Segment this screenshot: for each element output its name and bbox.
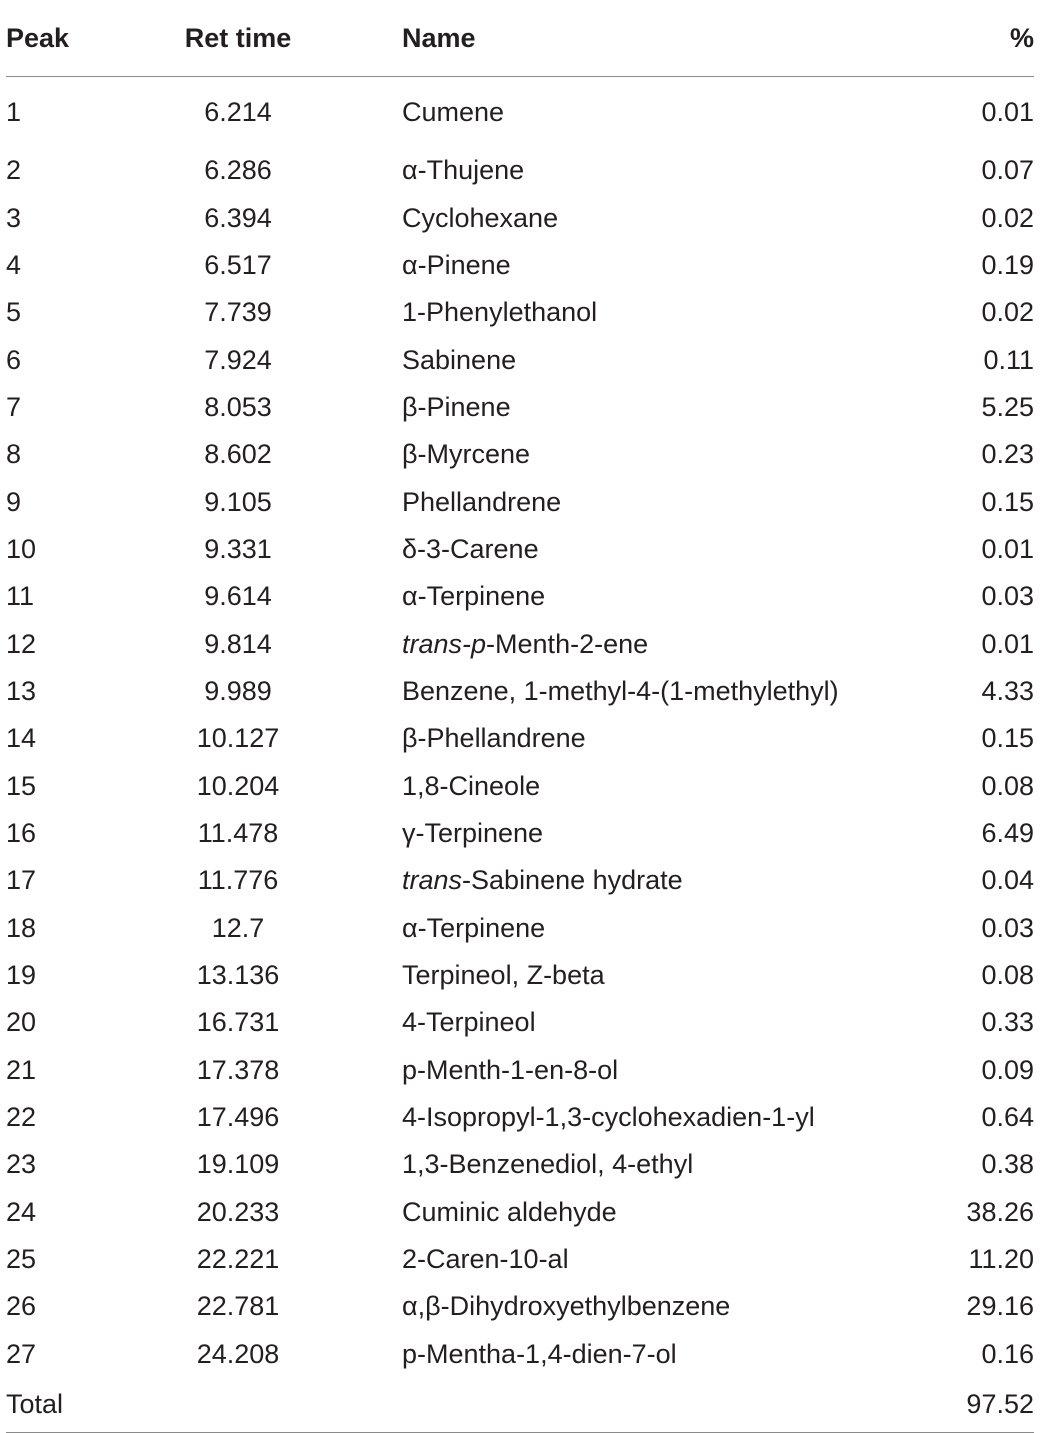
cell-ret-time: 20.233 bbox=[196, 1196, 280, 1227]
cell-percent: 0.04 bbox=[981, 865, 1034, 896]
cell-name bbox=[338, 384, 918, 431]
cell-ret-time: 6.214 bbox=[204, 96, 272, 127]
cell-name bbox=[338, 1331, 918, 1378]
composition-table bbox=[6, 0, 1034, 1433]
cell-name bbox=[338, 1283, 918, 1330]
cell-peak: 7 bbox=[6, 391, 22, 422]
cell-name bbox=[338, 620, 918, 667]
total-empty-ret bbox=[138, 1378, 338, 1433]
cell-name bbox=[338, 194, 918, 241]
cell-name bbox=[338, 573, 918, 620]
cell-ret-time: 8.602 bbox=[204, 439, 272, 470]
cell-percent: 0.07 bbox=[981, 155, 1034, 186]
cell-name-text: Phellandrene bbox=[402, 486, 562, 517]
table-row bbox=[6, 762, 1034, 809]
cell-percent: 0.15 bbox=[981, 723, 1034, 754]
cell-peak: 13 bbox=[6, 675, 37, 706]
cell-ret-time: 7.739 bbox=[204, 297, 272, 328]
cell-name-text: Cumene bbox=[402, 96, 505, 127]
cell-name bbox=[338, 952, 918, 999]
cell-ret-time: 11.776 bbox=[197, 865, 279, 896]
table-row bbox=[6, 526, 1034, 573]
header-peak: Peak bbox=[6, 0, 138, 77]
table-row bbox=[6, 857, 1034, 904]
cell-peak: 25 bbox=[6, 1244, 37, 1275]
table-row bbox=[6, 1283, 1034, 1330]
cell-name bbox=[338, 905, 918, 952]
cell-name bbox=[338, 1189, 918, 1236]
table-row bbox=[6, 336, 1034, 383]
cell-name bbox=[338, 762, 918, 809]
cell-peak: 9 bbox=[6, 486, 22, 517]
cell-peak: 10 bbox=[6, 533, 37, 564]
cell-peak: 2 bbox=[6, 155, 22, 186]
table-row bbox=[6, 999, 1034, 1046]
cell-percent: 0.09 bbox=[981, 1054, 1034, 1085]
cell-peak: 4 bbox=[6, 249, 22, 280]
cell-name bbox=[338, 715, 918, 762]
cell-ret-time: 6.286 bbox=[204, 155, 272, 186]
cell-name bbox=[338, 857, 918, 904]
header-ret-time: Ret time bbox=[138, 0, 338, 77]
cell-name bbox=[338, 336, 918, 383]
cell-percent: 0.33 bbox=[981, 1007, 1034, 1038]
cell-percent: 0.01 bbox=[981, 628, 1034, 659]
cell-name-text: -Sabinene hydrate bbox=[462, 865, 683, 896]
cell-percent: 0.03 bbox=[981, 912, 1034, 943]
cell-peak: 18 bbox=[6, 912, 37, 943]
header-percent: % bbox=[918, 0, 1034, 77]
cell-peak: 20 bbox=[6, 1007, 37, 1038]
cell-ret-time: 17.496 bbox=[196, 1102, 280, 1133]
cell-name bbox=[338, 431, 918, 478]
table-row bbox=[6, 620, 1034, 667]
cell-name-text: 1,3-Benzenediol, 4-ethyl bbox=[402, 1149, 694, 1180]
cell-ret-time: 11.478 bbox=[197, 817, 279, 848]
cell-percent: 0.02 bbox=[981, 297, 1034, 328]
cell-ret-time: 9.614 bbox=[204, 581, 272, 612]
cell-name-text: α-Pinene bbox=[402, 249, 511, 280]
total-row bbox=[6, 1378, 1034, 1433]
cell-ret-time: 16.731 bbox=[196, 1007, 280, 1038]
cell-name-text: -Menth-2-ene bbox=[486, 628, 649, 659]
cell-ret-time: 19.109 bbox=[196, 1149, 280, 1180]
cell-name-text: 4-Isopropyl-1,3-cyclohexadien-1-yl bbox=[402, 1102, 815, 1133]
cell-percent: 0.16 bbox=[981, 1338, 1034, 1369]
cell-peak: 5 bbox=[6, 297, 22, 328]
table-body bbox=[6, 77, 1034, 1433]
cell-name bbox=[338, 1236, 918, 1283]
cell-name bbox=[338, 999, 918, 1046]
cell-name-text: β-Phellandrene bbox=[402, 723, 586, 754]
cell-ret-time: 9.331 bbox=[204, 533, 272, 564]
cell-ret-time: 9.989 bbox=[204, 675, 272, 706]
total-empty-name bbox=[338, 1378, 918, 1433]
table-row bbox=[6, 952, 1034, 999]
cell-name bbox=[338, 668, 918, 715]
cell-percent: 29.16 bbox=[966, 1291, 1034, 1322]
cell-percent: 0.64 bbox=[981, 1102, 1034, 1133]
cell-ret-time: 9.105 bbox=[204, 486, 272, 517]
cell-ret-time: 6.394 bbox=[204, 202, 272, 233]
cell-name-text: Cyclohexane bbox=[402, 202, 559, 233]
cell-peak: 14 bbox=[6, 723, 37, 754]
cell-name-text: β-Myrcene bbox=[402, 439, 531, 470]
cell-percent: 0.23 bbox=[981, 439, 1034, 470]
cell-name bbox=[338, 242, 918, 289]
cell-peak: 27 bbox=[6, 1338, 37, 1369]
table-row bbox=[6, 242, 1034, 289]
cell-name-text: 4-Terpineol bbox=[402, 1007, 536, 1038]
table-row bbox=[6, 1047, 1034, 1094]
cell-percent: 0.11 bbox=[983, 344, 1034, 375]
table-row bbox=[6, 384, 1034, 431]
composition-table-container bbox=[6, 0, 1034, 1433]
cell-ret-time: 9.814 bbox=[204, 628, 272, 659]
cell-name-text: α-Thujene bbox=[402, 155, 525, 186]
cell-peak: 24 bbox=[6, 1196, 37, 1227]
cell-percent: 0.08 bbox=[981, 770, 1034, 801]
header-name: Name bbox=[338, 0, 918, 77]
table-row bbox=[6, 905, 1034, 952]
cell-percent: 0.19 bbox=[981, 249, 1034, 280]
cell-peak: 11 bbox=[6, 581, 35, 612]
cell-name bbox=[338, 526, 918, 573]
cell-name-text: p-Mentha-1,4-dien-7-ol bbox=[402, 1338, 677, 1369]
cell-peak: 16 bbox=[6, 817, 37, 848]
cell-name-text: p-Menth-1-en-8-ol bbox=[402, 1054, 619, 1085]
cell-peak: 15 bbox=[6, 770, 37, 801]
table-row bbox=[6, 194, 1034, 241]
table-header bbox=[6, 0, 1034, 77]
cell-name-text: Terpineol, Z-beta bbox=[402, 960, 605, 991]
cell-percent: 38.26 bbox=[966, 1196, 1034, 1227]
cell-name-text: δ-3-Carene bbox=[402, 533, 539, 564]
cell-name-text: 2-Caren-10-al bbox=[402, 1244, 569, 1275]
cell-ret-time: 22.781 bbox=[196, 1291, 280, 1322]
cell-name-text: α-Terpinene bbox=[402, 581, 546, 612]
cell-name bbox=[338, 77, 918, 148]
cell-peak: 8 bbox=[6, 439, 22, 470]
cell-ret-time: 17.378 bbox=[196, 1054, 280, 1085]
cell-percent: 0.01 bbox=[981, 96, 1034, 127]
cell-percent: 0.01 bbox=[981, 533, 1034, 564]
cell-peak: 22 bbox=[6, 1102, 37, 1133]
table-row bbox=[6, 573, 1034, 620]
cell-percent: 6.49 bbox=[981, 817, 1034, 848]
cell-name-text: Cuminic aldehyde bbox=[402, 1196, 617, 1227]
cell-percent: 11.20 bbox=[968, 1244, 1034, 1275]
cell-ret-time: 24.208 bbox=[196, 1338, 280, 1369]
table-row bbox=[6, 1331, 1034, 1378]
cell-percent: 0.15 bbox=[981, 486, 1034, 517]
table-row bbox=[6, 77, 1034, 148]
cell-peak: 26 bbox=[6, 1291, 37, 1322]
cell-name bbox=[338, 1047, 918, 1094]
cell-name-text: α-Terpinene bbox=[402, 912, 546, 943]
table-row bbox=[6, 478, 1034, 525]
cell-name-text: Benzene, 1-methyl-4-(1-methylethyl) bbox=[402, 675, 839, 706]
cell-name bbox=[338, 1094, 918, 1141]
total-label: Total bbox=[6, 1378, 138, 1433]
table-row bbox=[6, 1236, 1034, 1283]
cell-ret-time: 12.7 bbox=[211, 912, 265, 943]
total-percent: 97.52 bbox=[918, 1378, 1034, 1433]
cell-name bbox=[338, 147, 918, 194]
table-row bbox=[6, 1141, 1034, 1188]
table-row bbox=[6, 1094, 1034, 1141]
table-row bbox=[6, 1189, 1034, 1236]
cell-peak: 19 bbox=[6, 960, 37, 991]
cell-ret-time: 22.221 bbox=[196, 1244, 280, 1275]
cell-name bbox=[338, 478, 918, 525]
cell-percent: 4.33 bbox=[981, 675, 1034, 706]
cell-peak: 6 bbox=[6, 344, 22, 375]
cell-peak: 21 bbox=[6, 1054, 37, 1085]
header-row bbox=[6, 0, 1034, 77]
table-row bbox=[6, 810, 1034, 857]
cell-peak: 17 bbox=[6, 865, 37, 896]
cell-name-italic: trans bbox=[402, 865, 463, 896]
cell-peak: 23 bbox=[6, 1149, 37, 1180]
cell-peak: 3 bbox=[6, 202, 22, 233]
table-row bbox=[6, 289, 1034, 336]
cell-name-text: β-Pinene bbox=[402, 391, 511, 422]
cell-percent: 5.25 bbox=[981, 391, 1034, 422]
cell-percent: 0.38 bbox=[981, 1149, 1034, 1180]
cell-ret-time: 13.136 bbox=[196, 960, 280, 991]
cell-name bbox=[338, 810, 918, 857]
cell-ret-time: 8.053 bbox=[204, 391, 272, 422]
table-row bbox=[6, 668, 1034, 715]
cell-name bbox=[338, 1141, 918, 1188]
cell-name-text: Sabinene bbox=[402, 344, 517, 375]
cell-peak: 1 bbox=[6, 96, 22, 127]
cell-ret-time: 10.204 bbox=[196, 770, 280, 801]
cell-percent: 0.08 bbox=[981, 960, 1034, 991]
table-row bbox=[6, 147, 1034, 194]
cell-name-text: 1-Phenylethanol bbox=[402, 297, 598, 328]
cell-percent: 0.03 bbox=[981, 581, 1034, 612]
cell-name-italic: trans-p bbox=[402, 628, 487, 659]
cell-ret-time: 7.924 bbox=[204, 344, 272, 375]
cell-peak: 12 bbox=[6, 628, 37, 659]
cell-name-text: α,β-Dihydroxyethylbenzene bbox=[402, 1291, 731, 1322]
cell-name bbox=[338, 289, 918, 336]
table-row bbox=[6, 715, 1034, 762]
table-row bbox=[6, 431, 1034, 478]
cell-percent: 0.02 bbox=[981, 202, 1034, 233]
cell-name-text: 1,8-Cineole bbox=[402, 770, 541, 801]
cell-name-text: γ-Terpinene bbox=[402, 817, 544, 848]
cell-ret-time: 10.127 bbox=[196, 723, 280, 754]
cell-ret-time: 6.517 bbox=[204, 249, 272, 280]
